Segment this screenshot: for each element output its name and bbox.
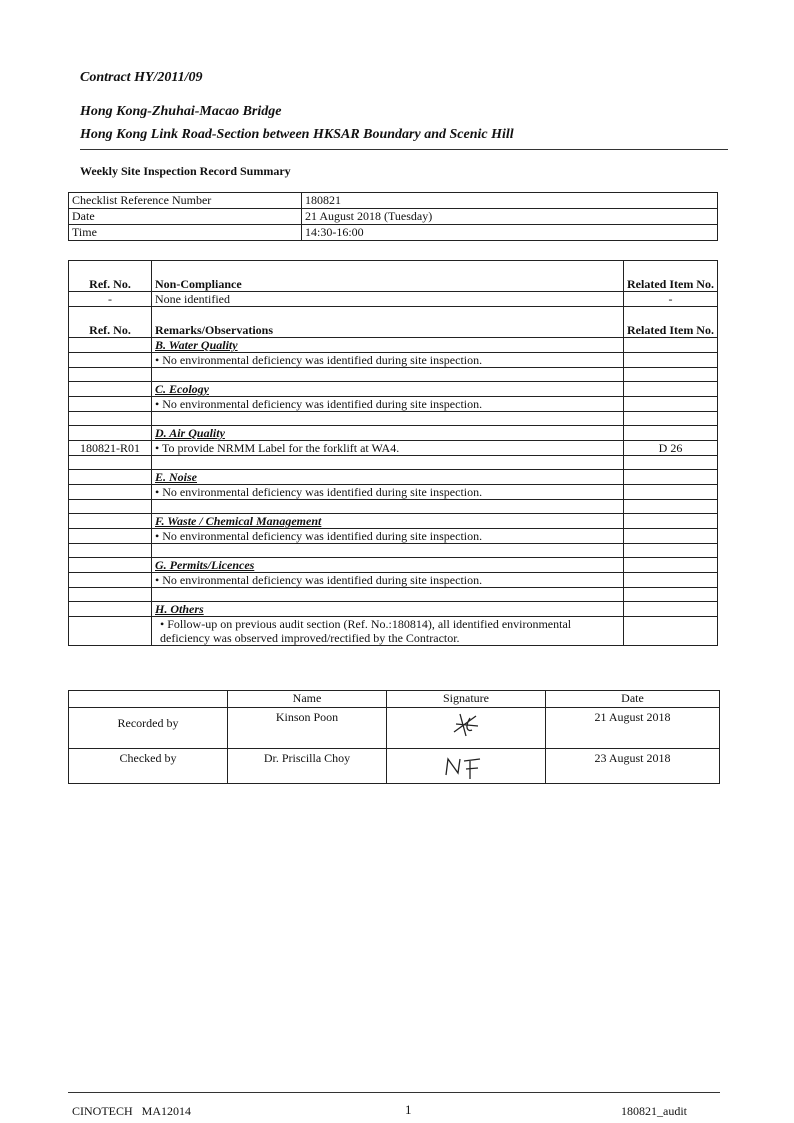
section-heading: F. Waste / Chemical Management	[152, 514, 624, 529]
title-divider	[80, 149, 728, 150]
spacer-row	[69, 368, 718, 382]
signoff-date: 23 August 2018	[546, 749, 720, 784]
spacer-row	[69, 412, 718, 426]
noncompliance-related: -	[624, 292, 718, 307]
signoff-role: Checked by	[69, 749, 228, 784]
signoff-row-checked	[69, 749, 720, 784]
remark-row	[69, 617, 718, 646]
col-date-header: Date	[546, 691, 720, 708]
spacer-row	[69, 544, 718, 558]
remark-ref	[69, 573, 152, 588]
signoff-role: Recorded by	[69, 708, 228, 749]
remark-ref	[69, 353, 152, 368]
remark-text: • No environmental deficiency was identified during site inspection.	[152, 397, 624, 412]
info-row-reference	[69, 193, 718, 209]
remark-text: • No environmental deficiency was identified during site inspection.	[152, 529, 624, 544]
section-heading: E. Noise	[152, 470, 624, 485]
signature-image	[387, 749, 546, 784]
col-signature-header: Signature	[387, 691, 546, 708]
project-subtitle: Hong Kong Link Road-Section between HKSAR Boundary and Scenic Hill	[80, 127, 514, 142]
section-heading-row	[69, 514, 718, 529]
signoff-date: 21 August 2018	[546, 708, 720, 749]
info-label: Time	[69, 225, 302, 241]
section-heading: D. Air Quality	[152, 426, 624, 441]
info-label: Checklist Reference Number	[69, 193, 302, 209]
info-value: 21 August 2018 (Tuesday)	[302, 209, 718, 225]
col-related-header: Related Item No.	[624, 307, 718, 338]
section-heading: G. Permits/Licences	[152, 558, 624, 573]
info-value: 14:30-16:00	[302, 225, 718, 241]
remark-ref	[69, 397, 152, 412]
remark-related	[624, 485, 718, 500]
inspection-table	[68, 260, 718, 646]
remark-row	[69, 529, 718, 544]
footer-divider	[68, 1092, 720, 1093]
noncompliance-row	[69, 292, 718, 307]
contract-number: Contract HY/2011/09	[80, 70, 203, 85]
section-heading-row	[69, 426, 718, 441]
spacer-row	[69, 500, 718, 514]
remark-text: • To provide NRMM Label for the forklift at WA4.	[152, 441, 624, 456]
remark-related: D 26	[624, 441, 718, 456]
spacer-row	[69, 456, 718, 470]
section-heading-row	[69, 602, 718, 617]
footer-company: CINOTECH MA12014	[72, 1104, 191, 1118]
remark-related	[624, 529, 718, 544]
signoff-header-row	[69, 691, 720, 708]
section-heading-row	[69, 382, 718, 397]
remark-ref	[69, 529, 152, 544]
noncompliance-ref: -	[69, 292, 152, 307]
remarks-header-row	[69, 307, 718, 338]
signoff-row-recorded	[69, 708, 720, 749]
remark-text: • No environmental deficiency was identified during site inspection.	[152, 485, 624, 500]
section-heading-row	[69, 338, 718, 353]
remark-ref	[69, 485, 152, 500]
section-heading-row	[69, 470, 718, 485]
col-ref-header: Ref. No.	[69, 307, 152, 338]
signoff-name: Dr. Priscilla Choy	[228, 749, 387, 784]
page-number: 1	[405, 1102, 412, 1117]
section-heading: C. Ecology	[152, 382, 624, 397]
record-title: Weekly Site Inspection Record Summary	[80, 164, 291, 178]
remark-ref: 180821-R01	[69, 441, 152, 456]
col-noncompliance-header: Non-Compliance	[152, 261, 624, 292]
info-value: 180821	[302, 193, 718, 209]
checklist-info-table	[68, 192, 718, 241]
noncompliance-text: None identified	[152, 292, 624, 307]
footer-file-ref: 180821_audit	[621, 1104, 687, 1118]
project-title: Hong Kong-Zhuhai-Macao Bridge	[80, 104, 282, 119]
remark-row	[69, 353, 718, 368]
section-heading-row	[69, 558, 718, 573]
noncompliance-header-row	[69, 261, 718, 292]
remark-row	[69, 573, 718, 588]
info-row-date	[69, 209, 718, 225]
signature-image	[387, 708, 546, 749]
signoff-table	[68, 690, 720, 784]
remark-related	[624, 353, 718, 368]
remark-text: • No environmental deficiency was identified during site inspection.	[152, 353, 624, 368]
col-name-header: Name	[228, 691, 387, 708]
remark-row	[69, 485, 718, 500]
info-row-time	[69, 225, 718, 241]
col-ref-header: Ref. No.	[69, 261, 152, 292]
signoff-name: Kinson Poon	[228, 708, 387, 749]
remark-text: • No environmental deficiency was identified during site inspection.	[152, 573, 624, 588]
remark-row	[69, 397, 718, 412]
info-label: Date	[69, 209, 302, 225]
section-heading: B. Water Quality	[152, 338, 624, 353]
remark-ref	[69, 617, 152, 646]
remark-related	[624, 397, 718, 412]
remark-row	[69, 441, 718, 456]
remark-related	[624, 617, 718, 646]
col-related-header: Related Item No.	[624, 261, 718, 292]
spacer-row	[69, 588, 718, 602]
section-heading: H. Others	[152, 602, 624, 617]
col-remarks-header: Remarks/Observations	[152, 307, 624, 338]
remark-related	[624, 573, 718, 588]
remark-text: • Follow-up on previous audit section (Ref. No.:180814), all identified environmental deficiency was observed improved/rectified by the Contractor.	[152, 617, 624, 646]
